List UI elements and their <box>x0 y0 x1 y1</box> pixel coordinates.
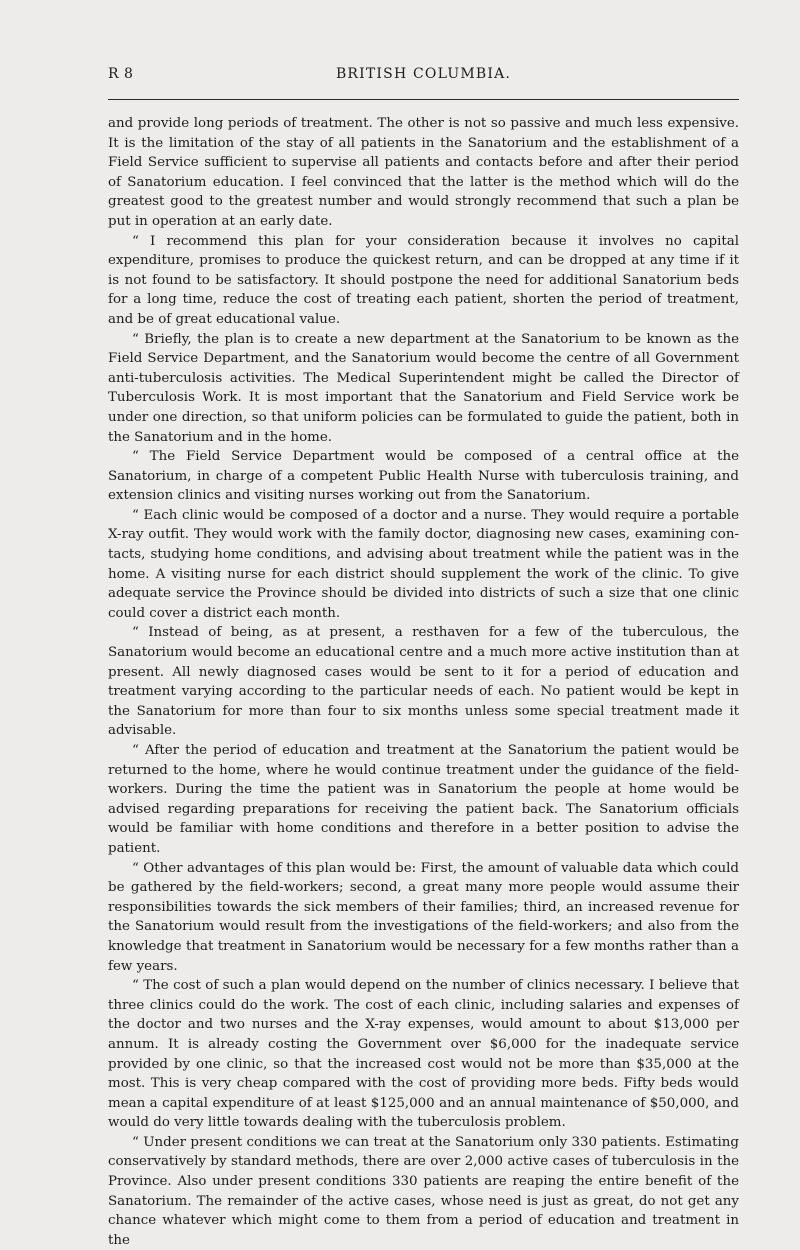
page-header <box>108 66 739 92</box>
paragraph: “ Instead of being, as at present, a resthaven for a few of the tuberculous, the Sanatorium would become an educational centre and a much more active institution than at present. All newly diagnosed cases would be sent to it for a period of education and treatment varying according to the particular needs of each. No patient would be kept in the Sanatorium for more than four to six months unless some special treatment made it advisable. <box>108 625 739 739</box>
running-title: BRITISH COLUMBIA. <box>335 66 512 82</box>
document-page <box>108 66 739 1248</box>
page-reference: R 8 <box>108 66 134 82</box>
paragraph: “ Each clinic would be composed of a doctor and a nurse. They would require a portable X-ray outfit. They would work with the family doctor, diagnosing new cases, examining contacts, studying home conditions, and advising about treatment while the patient was in the home. A visiting nurse for each district should supplement the work of the clinic. To give adequate service the Province should be divided into districts of such a size that one clinic could cover a district each month. <box>108 507 739 621</box>
paragraph: “ I recommend this plan for your consideration because it involves no capital expenditure, promises to produce the quickest return, and can be dropped at any time if it is not found to be satisfactory. It should postpone the need for additional Sanatorium beds for a long time, reduce the cost of treating each patient, shorten the period of treatment, and be of great educational value. <box>108 233 739 327</box>
paragraph: and provide long periods of treatment. The other is not so passive and much less expensive. It is the limitation of the stay of all patients in the Sanatorium and the establishment of a Field Service sufficient to supervise all patients and contacts before and after their period of Sanatorium education. I feel convinced that the latter is the method which will do the greatest good to the greatest number and would strongly recommend that such a plan be put in operation at an early date. <box>108 116 739 229</box>
paragraph: “ Other advantages of this plan would be: First, the amount of valuable data which could be gathered by the field-workers; second, a great many more people would assume their responsibilities towards the sick members of their families; third, an increased revenue for the Sanatorium would result from the investigations of the field-workers; and also from the knowledge that treatment in Sanatorium would be necessary for a few months rather than a few years. <box>108 860 739 974</box>
paragraph: “ After the period of education and treatment at the Sanatorium the patient would be returned to the home, where he would continue treatment under the guidance of the field-workers. During the time the patient was in Sanatorium the people at home would be advised regarding preparations for receiving the patient back. The Sanatorium officials would be familiar with home conditions and therefore in a better position to advise the patient. <box>108 743 739 856</box>
body-text <box>108 114 739 1250</box>
header-rule <box>108 99 739 100</box>
paragraph: “ The Field Service Department would be composed of a central office at the Sanatorium, in charge of a competent Public Health Nurse with tuberculosis training, and extension clinics and visiting nurses working out from the Sanatorium. <box>108 449 739 504</box>
paragraph: “ Under present conditions we can treat at the Sanatorium only 330 patients. Estimating conservatively by standard methods, there are over 2,000 active cases of tuberculosis in the Province. Also under present conditions 330 patients are reaping the entire benefit of the Sanatorium. The remainder of the active cases, whose need is just as great, do not get any chance whatever which might come to them from a period of education and treatment in the <box>108 1134 739 1248</box>
paragraph: “ The cost of such a plan would depend on the number of clinics necessary. I believe that three clinics could do the work. The cost of each clinic, including salaries and expenses of the doctor and two nurses and the X-ray expenses, would amount to about $13,000 per annum. It is already costing the Government over $6,000 for the inadequate service provided by one clinic, so that the increased cost would not be more than $35,000 at the most. This is very cheap compared with the cost of providing more beds. Fifty beds would mean a capital expenditure of at least $125,000 and an annual maintenance of $50,000, and would do very little towards dealing with the tuberculosis problem. <box>108 978 739 1131</box>
paragraph: “ Briefly, the plan is to create a new department at the Sanatorium to be known as the Field Service Department, and the Sanatorium would become the centre of all Government anti-tuberculosis activities. The Medical Superintendent might be called the Director of Tuberculosis Work. It is most important that the Sanatorium and Field Service work be under one direction, so that uniform policies can be formulated to guide the patient, both in the Sanatorium and in the home. <box>108 331 739 445</box>
